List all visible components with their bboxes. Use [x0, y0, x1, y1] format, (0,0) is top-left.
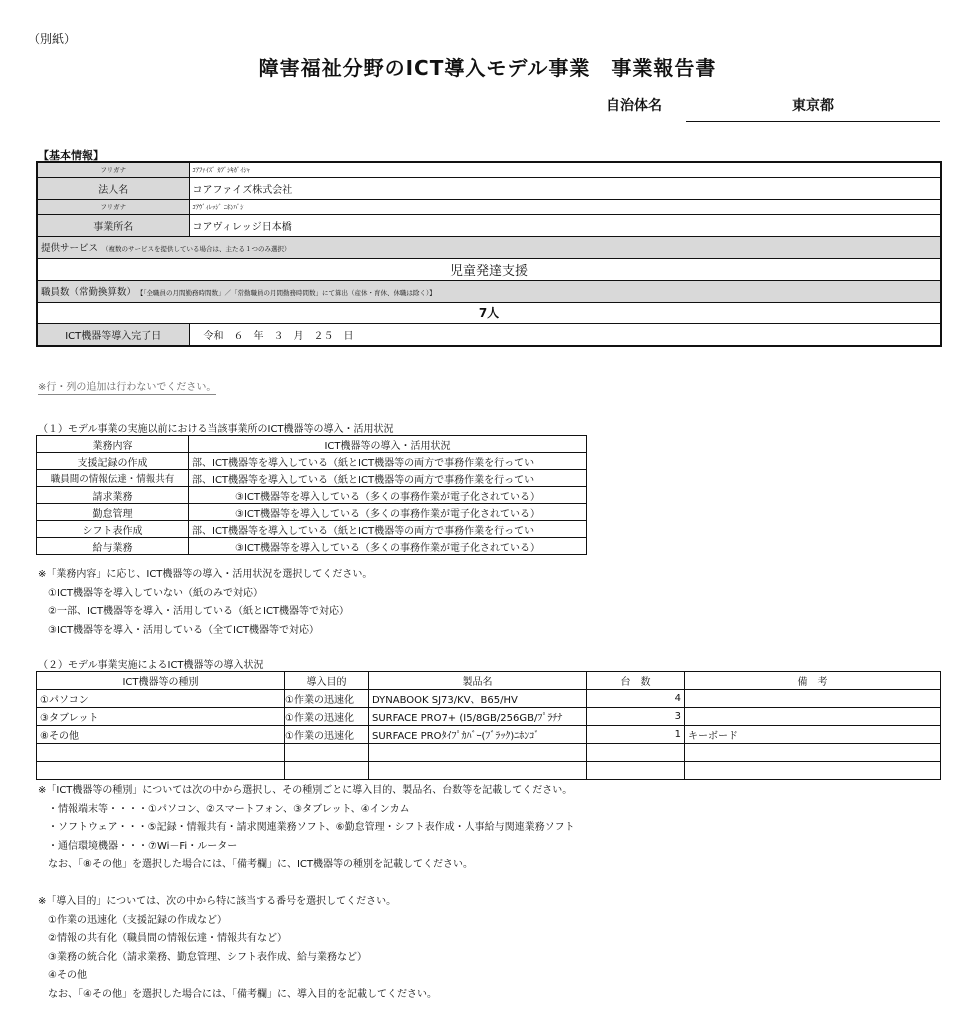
note-line: ※「導入目的」については、次の中から特に該当する番号を選択してください。 [38, 895, 397, 907]
purpose-cell: ①作業の迅速化 [285, 726, 369, 744]
remarks-cell: キーボード [685, 726, 941, 744]
task-cell: 勤怠管理 [37, 504, 189, 521]
office-furigana-label: フリガナ [37, 199, 189, 214]
remarks-cell [685, 762, 941, 780]
office-furigana-value: ｺｱｳﾞｨﾚｯｼﾞ ﾆﾎﾝﾊﾞｼ [189, 199, 941, 214]
office-name-label: 事業所名 [37, 214, 189, 236]
office-name-value: コアヴィレッジ日本橋 [189, 214, 941, 236]
staff-label: 職員数（常勤換算数） [41, 287, 137, 298]
basic-info-heading: 【基本情報】 [38, 149, 104, 162]
municipality-label: 自治体名 [606, 98, 662, 114]
no-add-rows-warning: ※行・列の追加は行わないでください。 [38, 378, 216, 395]
header-product: 製品名 [369, 672, 587, 690]
table-row [37, 487, 587, 504]
note-line: ①作業の迅速化（支援記録の作成など） [38, 914, 227, 926]
qty-cell: 1 [587, 726, 685, 744]
table-row [37, 708, 941, 726]
table-row [37, 744, 941, 762]
basic-info-table [36, 161, 942, 347]
task-cell: 支援記録の作成 [37, 453, 189, 470]
municipality-value: 東京都 [686, 95, 940, 122]
table-row [37, 453, 587, 470]
attachment-note: （別紙） [28, 32, 77, 46]
staff-value: 7人 [37, 302, 941, 323]
ict-device-table [36, 671, 941, 780]
product-cell: SURFACE PRO7+ (I5/8GB/256GB/ﾌﾟﾗﾁﾅ [369, 708, 587, 726]
remarks-cell [685, 690, 941, 708]
purpose-cell: ①作業の迅速化 [285, 690, 369, 708]
task-cell: 給与業務 [37, 538, 189, 555]
status-cell: 部、ICT機器等を導入している（紙とICT機器等の両方で事務作業を行ってい [189, 453, 587, 470]
header-status: ICT機器等の導入・活用状況 [189, 436, 587, 453]
task-cell: 職員間の情報伝達・情報共有 [37, 470, 189, 487]
service-label: 提供サービス [41, 243, 99, 254]
device-type-cell: ⑧その他 [37, 726, 285, 744]
device-type-cell [37, 744, 285, 762]
purpose-cell: ①作業の迅速化 [285, 708, 369, 726]
task-cell: シフト表作成 [37, 521, 189, 538]
staff-label-row [37, 280, 941, 302]
purpose-cell [285, 744, 369, 762]
remarks-cell [685, 708, 941, 726]
note-line: なお、「④その他」を選択した場合には、「備考欄」に、導入目的を記載してください。 [38, 988, 437, 1000]
corp-name-value: コアファイズ株式会社 [189, 177, 941, 199]
device-type-cell [37, 762, 285, 780]
product-cell [369, 762, 587, 780]
note-line: ②一部、ICT機器等を導入・活用している（紙とICT機器等で対応） [38, 606, 350, 617]
product-cell: DYNABOOK SJ73/KV、B65/HV [369, 690, 587, 708]
status-cell: ③ICT機器等を導入している（多くの事務作業が電子化されている） [189, 487, 587, 504]
note-line: ※「ICT機器等の種別」については次の中から選択し、その種別ごとに導入目的、製品名、台数等を記載してください。 [38, 785, 573, 796]
table-row [37, 690, 941, 708]
staff-note: 【「全職員の月間勤務時間数」／「常勤職員の月間勤務時間数」にて算出（産休・育休、休職は除く）】 [140, 289, 436, 297]
table-row [37, 504, 587, 521]
note-line: ・ソフトウェア・・・⑤記録・情報共有・請求関連業務ソフト、⑥勤怠管理・シフト表作成・人事給与関連業務ソフト [38, 822, 575, 834]
section2-title: （２）モデル事業実施によるICT機器等の導入状況 [38, 660, 264, 671]
status-cell: ③ICT機器等を導入している（多くの事務作業が電子化されている） [189, 538, 587, 555]
note-line: ・情報端末等・・・・①パソコン、②スマートフォン、③タブレット、④インカム [38, 803, 410, 815]
table-row [37, 726, 941, 744]
note-line: ④その他 [38, 970, 87, 982]
note-line: ③業務の統合化（請求業務、勤怠管理、シフト表作成、給与業務など） [38, 951, 367, 963]
product-cell: SURFACE PROﾀｲﾌﾟｶﾊﾞｰ(ﾌﾞﾗｯｸ)ﾆﾎﾝｺﾞ [369, 726, 587, 744]
status-cell: 部、ICT機器等を導入している（紙とICT機器等の両方で事務作業を行ってい [189, 521, 587, 538]
note-line: ①ICT機器等を導入していない（紙のみで対応） [38, 587, 264, 599]
product-cell [369, 744, 587, 762]
table-row [37, 470, 587, 487]
qty-cell [587, 762, 685, 780]
corp-furigana-label: フリガナ [37, 162, 189, 177]
table-row [37, 762, 941, 780]
header-qty: 台 数 [587, 672, 685, 690]
header-remarks: 備 考 [685, 672, 941, 690]
section1-title: （１）モデル事業の実施以前における当該事業所のICT機器等の導入・活用状況 [38, 424, 394, 435]
status-cell: 部、ICT機器等を導入している（紙とICT機器等の両方で事務作業を行ってい [189, 470, 587, 487]
ict-status-table [36, 435, 587, 555]
table-row [37, 521, 587, 538]
note-line: ・通信環境機器・・・⑦Wi－Fi・ルーター [38, 840, 238, 852]
device-type-cell: ③タブレット [37, 708, 285, 726]
qty-cell: 4 [587, 690, 685, 708]
qty-cell [587, 744, 685, 762]
header-purpose: 導入目的 [285, 672, 369, 690]
remarks-cell [685, 744, 941, 762]
note-line: ②情報の共有化（職員間の情報伝達・情報共有など） [38, 933, 287, 945]
status-cell: ③ICT機器等を導入している（多くの事務作業が電子化されている） [189, 504, 587, 521]
note-line: ③ICT機器等を導入・活用している（全てICT機器等で対応） [38, 624, 320, 636]
header-task: 業務内容 [37, 436, 189, 453]
note-line: ※「業務内容」に応じ、ICT機器等の導入・活用状況を選択してください。 [38, 569, 373, 580]
page-title: 障害福祉分野のICT導入モデル事業 事業報告書 [258, 56, 717, 80]
service-label-row [37, 236, 941, 258]
corp-furigana-value: ｺｱﾌｧｲｽﾞ ｶﾌﾞｼｷｶﾞｲｼｬ [189, 162, 941, 177]
corp-name-label: 法人名 [37, 177, 189, 199]
purpose-cell [285, 762, 369, 780]
qty-cell: 3 [587, 708, 685, 726]
service-value: 児童発達支援 [37, 258, 941, 280]
section1-notes [38, 566, 372, 640]
header-device-type: ICT機器等の種別 [37, 672, 285, 690]
note-line: なお、「⑧その他」を選択した場合には、「備考欄」に、ICT機器等の種別を記載してください。 [38, 859, 474, 871]
device-type-cell: ①パソコン [37, 690, 285, 708]
task-cell: 請求業務 [37, 487, 189, 504]
date-value: 令和 ６ 年 ３ 月 ２５ 日 [189, 323, 941, 346]
section2-notes [38, 782, 575, 1005]
table-row [37, 538, 587, 555]
service-note: （複数のサービスを提供している場合は、主たる１つのみ選択） [102, 245, 291, 253]
date-label: ICT機器等導入完了日 [37, 323, 189, 346]
